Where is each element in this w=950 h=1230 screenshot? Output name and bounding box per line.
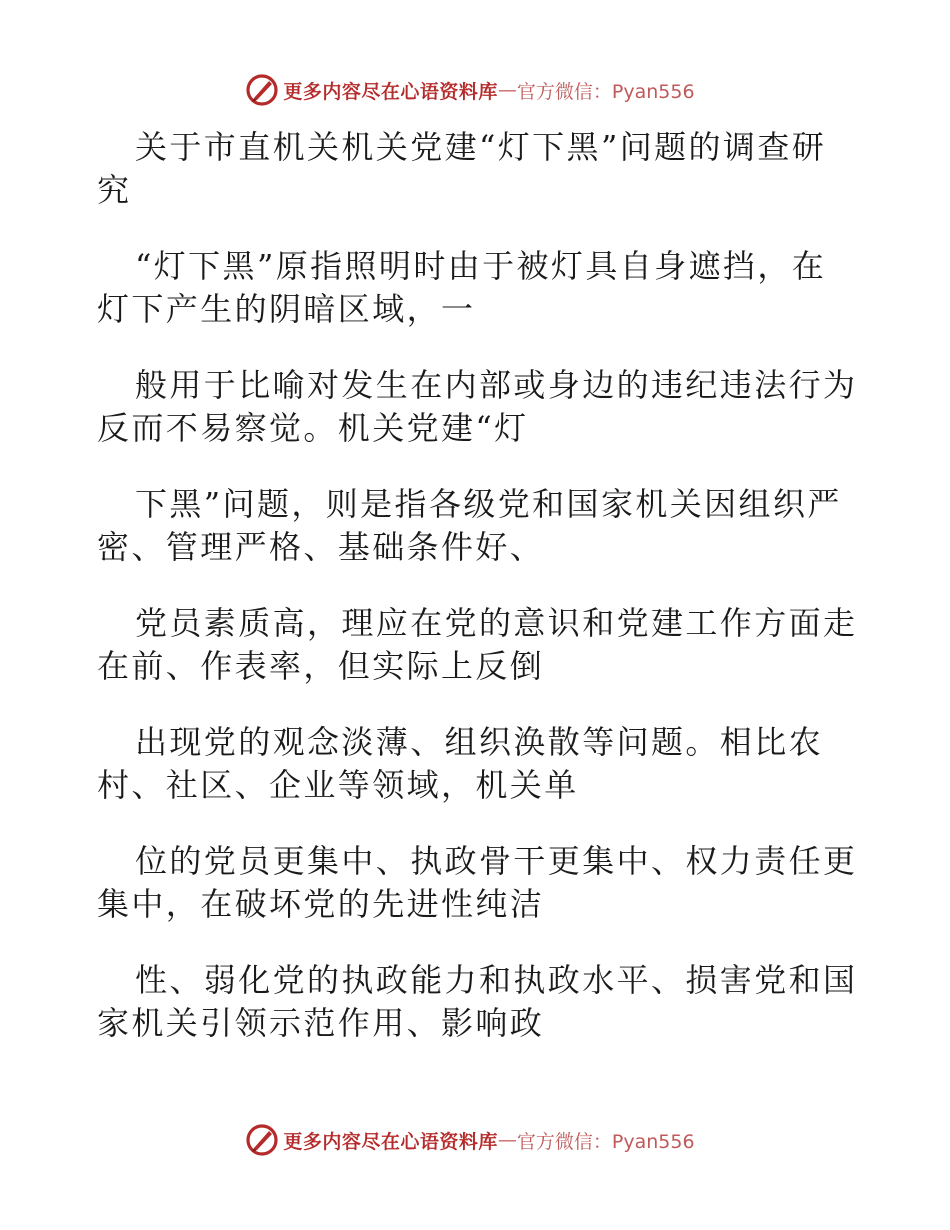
document-body (97, 126, 857, 1045)
document-title-line: 关于市直机关机关党建“灯下黑”问题的调查研 (135, 128, 827, 166)
paragraph-line: 出现党的观念淡薄、组织涣散等问题。相比农 (135, 723, 824, 761)
footer-brand-bar (0, 1120, 950, 1160)
brand-separator: — (497, 79, 517, 101)
paragraph-line: “灯下黑”原指照明时由于被灯具自身遮挡，在 (135, 247, 827, 285)
brand-wechat-id: 官方微信：Pyan556 (516, 80, 695, 103)
quill-logo-icon (245, 73, 279, 107)
paragraph-line: 密、管理严格、基础条件好、 (97, 528, 545, 566)
brand-name: 更多内容尽在心语资料库 (283, 1130, 498, 1153)
paragraph-line: 反而不易察觉。机关党建“灯 (97, 409, 529, 447)
paragraph-line: 位的党员更集中、执政骨干更集中、权力责任更 (135, 842, 858, 880)
paragraph-line: 集中，在破坏党的先进性纯洁 (97, 885, 545, 923)
paragraph-line: 下黑”问题，则是指各级党和国家机关因组织严 (135, 485, 842, 523)
paragraph-line: 党员素质高，理应在党的意识和党建工作方面走 (135, 604, 858, 642)
brand-separator: — (497, 1129, 517, 1151)
paragraph-line: 在前、作表率，但实际上反倒 (97, 647, 545, 685)
paragraph-line: 灯下产生的阴暗区域，一 (97, 290, 476, 328)
header-brand-bar (0, 70, 950, 110)
brand-name: 更多内容尽在心语资料库 (283, 80, 498, 103)
brand-wechat-id: 官方微信：Pyan556 (516, 1130, 695, 1153)
paragraph-line: 性、弱化党的执政能力和执政水平、损害党和国 (135, 961, 858, 999)
paragraph-line: 村、社区、企业等领域，机关单 (97, 766, 579, 804)
paragraph-line: 家机关引领示范作用、影响政 (97, 1004, 545, 1042)
document-title-line: 究 (97, 171, 132, 209)
paragraph-line: 般用于比喻对发生在内部或身边的违纪违法行为 (135, 366, 858, 404)
quill-logo-icon (245, 1123, 279, 1157)
